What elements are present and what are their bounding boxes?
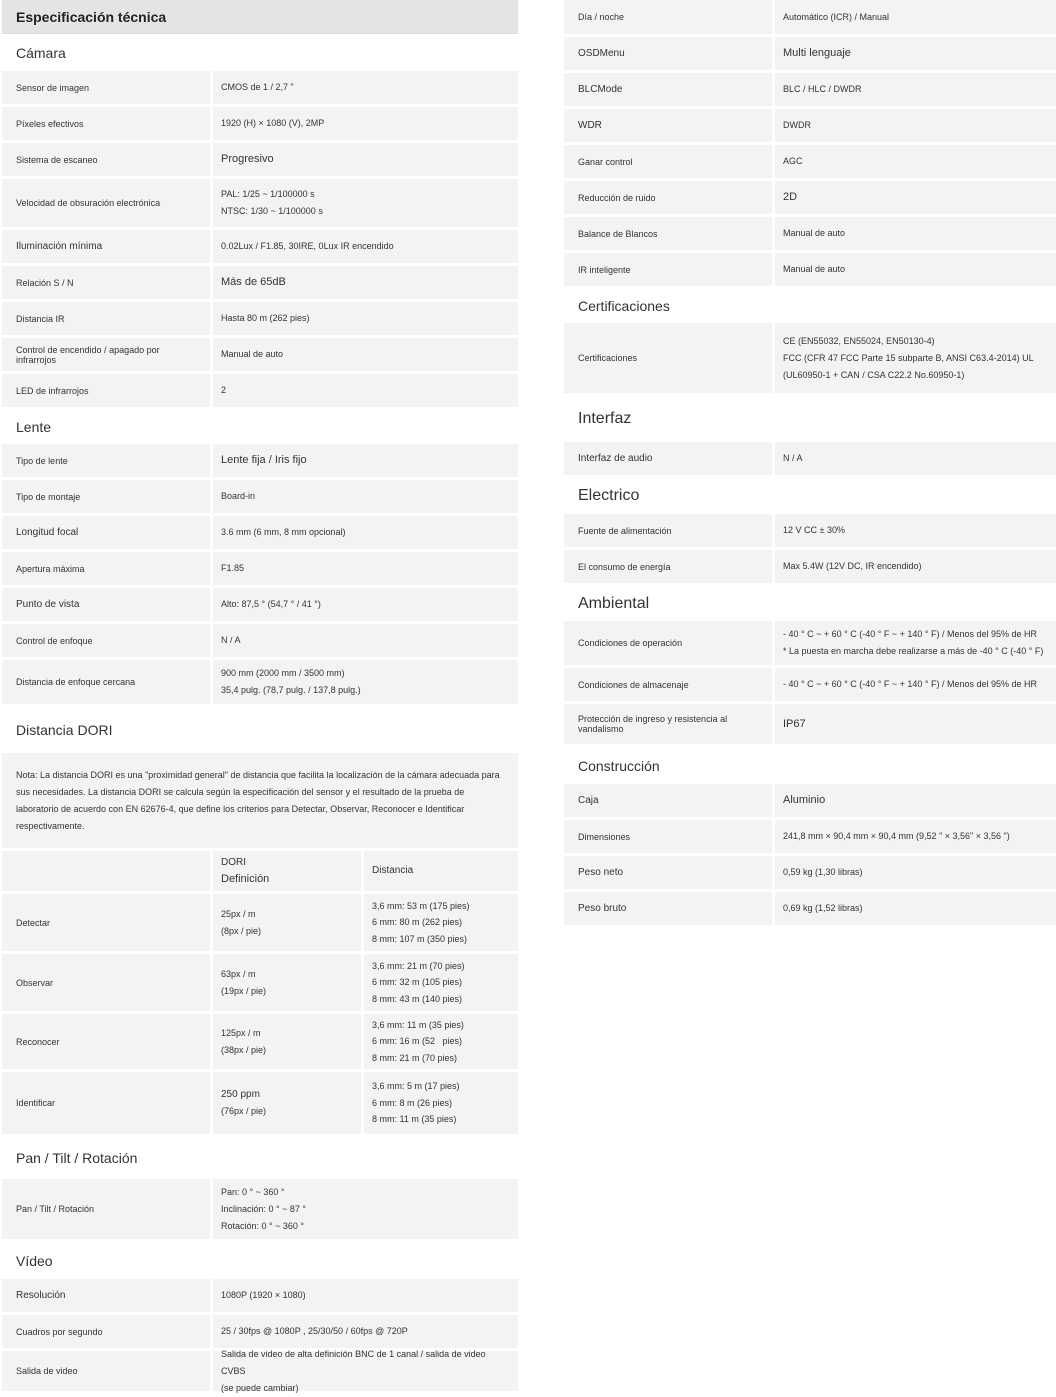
spec-value-line: Más de 65dB [221, 276, 286, 288]
spec-row-distancia-ir [2, 302, 518, 335]
spec-value-line: CMOS de 1 / 2,7 " [221, 82, 294, 92]
spec-row-distancia-de-enfoque-cercana [2, 660, 518, 704]
spec-value-line: 0,59 kg (1,30 libras) [783, 867, 863, 877]
spec-row-ganar-control [564, 145, 1056, 178]
spec-label: OSDMenu [564, 37, 772, 70]
spec-row-control-de-encendido-apagado-por-infrarrojos [2, 338, 518, 371]
spec-label: Control de encendido / apagado por infrarrojos [2, 338, 210, 371]
spec-value-line: FCC (CFR 47 FCC Parte 15 subparte B, ANSI C63.4-2014) UL [783, 352, 1034, 363]
dori-header-dori: DORI [221, 857, 246, 868]
dori-definition-line: 63px / m [221, 968, 256, 979]
spec-value-line: Manual de auto [783, 228, 846, 238]
spec-value [213, 1179, 518, 1239]
dori-distance-line: 8 mm: 107 m (350 pies) [372, 933, 468, 944]
ambiental-table [564, 621, 1056, 744]
spec-label: Apertura máxima [2, 552, 210, 585]
spec-label: Longitud focal [2, 516, 210, 549]
spec-value [213, 552, 518, 585]
dori-definition [213, 1014, 361, 1069]
spec-row-ir-inteligente [564, 253, 1056, 286]
spec-value-line: - 40 ° C ~ + 60 ° C (-40 ° F ~ + 140 ° F) / Menos del 95% de HR [783, 629, 1038, 639]
spec-value [775, 73, 1056, 106]
spec-value [775, 217, 1056, 250]
spec-row-fuente-de-alimentacion [564, 514, 1056, 547]
dori-level: Reconocer [2, 1014, 210, 1069]
spec-row-wdr [564, 109, 1056, 142]
spec-value-line: (UL60950-1 + CAN / CSA C22.2 No.60950-1) [783, 369, 965, 380]
dori-distance [364, 1014, 518, 1069]
dori-definition [213, 954, 361, 1011]
spec-value-line: AGC [783, 156, 803, 166]
spec-label: Ganar control [564, 145, 772, 178]
spec-label: Certificaciones [564, 323, 772, 393]
spec-value-line: Manual de auto [221, 349, 284, 359]
spec-row-balance-de-blancos [564, 217, 1056, 250]
spec-row-reduccion-de-ruido [564, 181, 1056, 214]
spec-value-line: F1.85 [221, 563, 245, 573]
spec-row-dimensiones [564, 820, 1056, 853]
spec-value-line: 3.6 mm (6 mm, 8 mm opcional) [221, 527, 346, 537]
spec-value [775, 668, 1056, 701]
spec-row-dia-noche [564, 0, 1056, 34]
spec-value-line: Pan: 0 ° ~ 360 ° [221, 1186, 285, 1197]
section-ambiental: Ambiental [578, 594, 650, 612]
spec-row-osdmenu [564, 37, 1056, 70]
spec-value [775, 145, 1056, 178]
spec-label: Tipo de montaje [2, 480, 210, 513]
spec-row-proteccion-de-ingreso-y-resistencia-al-vandalismo [564, 704, 1056, 744]
spec-row-certificaciones [564, 323, 1056, 393]
dori-distance [364, 1072, 518, 1134]
spec-label: Tipo de lente [2, 444, 210, 477]
interfaz-table [564, 442, 1056, 475]
spec-label: Fuente de alimentación [564, 514, 772, 547]
dori-header-distance: Distancia [364, 851, 518, 891]
spec-row-peso-neto [564, 856, 1056, 889]
spec-value [213, 107, 518, 140]
spec-label: Peso neto [564, 856, 772, 889]
dori-level: Observar [2, 954, 210, 1011]
spec-value-line: N / A [783, 453, 803, 463]
dori-row-detectar [2, 894, 518, 951]
spec-value-line: 1920 (H) × 1080 (V), 2MP [221, 118, 325, 128]
page-title: Especificación técnica [2, 0, 518, 34]
spec-value-line: * La puesta en marcha debe realizarse a más de -40 ° C (-40 ° F) [783, 646, 1044, 656]
dori-distance [364, 894, 518, 951]
spec-label: BLCMode [564, 73, 772, 106]
spec-value-line: Multi lenguaje [783, 47, 851, 59]
dori-definition-line: (19px / pie) [221, 985, 267, 996]
spec-row-sensor-de-imagen [2, 71, 518, 104]
electrico-table [564, 514, 1056, 583]
dori-row-identificar [2, 1072, 518, 1134]
dori-distance-line: 6 mm: 16 m (52 pies) [372, 1036, 463, 1047]
spec-row-longitud-focal [2, 516, 518, 549]
section-interfaz: Interfaz [578, 410, 632, 427]
dori-distance-line: 3,6 mm: 11 m (35 pies) [372, 1019, 464, 1030]
spec-row-blcmode [564, 73, 1056, 106]
lente-table [2, 444, 518, 704]
spec-label: Balance de Blancos [564, 217, 772, 250]
pan-table [2, 1179, 518, 1239]
spec-value [775, 621, 1056, 665]
spec-row-pixeles-efectivos [2, 107, 518, 140]
dori-distance-line: 6 mm: 8 m (26 pies) [372, 1097, 453, 1108]
spec-value-line: Rotación: 0 ° ~ 360 ° [221, 1220, 304, 1231]
spec-value [213, 302, 518, 335]
spec-label: Condiciones de almacenaje [564, 668, 772, 701]
spec-row-salida-de-video [2, 1348, 518, 1393]
spec-label: Sensor de imagen [2, 71, 210, 104]
spec-label: WDR [564, 109, 772, 142]
spec-value [775, 442, 1056, 475]
spec-value-line: Manual de auto [783, 264, 846, 274]
spec-value-line: Salida de video de alta definición BNC de 1 canal / salida de video CVBS [221, 1348, 486, 1376]
spec-value-line: DWDR [783, 120, 811, 130]
spec-label: Sistema de escaneo [2, 143, 210, 176]
dori-definition-line: (8px / pie) [221, 925, 262, 936]
spec-value [775, 784, 1056, 817]
dori-distance-line: 6 mm: 80 m (262 pies) [372, 917, 463, 928]
spec-row-interfaz-de-audio [564, 442, 1056, 475]
spec-value [775, 0, 1056, 34]
spec-value-line: (se puede cambiar) [221, 1382, 299, 1393]
dori-header-def: Definición [221, 873, 270, 885]
section-camara: Cámara [16, 44, 66, 61]
dori-level: Identificar [2, 1072, 210, 1134]
spec-value [213, 1348, 518, 1393]
spec-value [775, 550, 1056, 583]
spec-row-peso-bruto [564, 892, 1056, 925]
spec-row-condiciones-de-operacion [564, 621, 1056, 665]
dori-header-row [2, 851, 518, 891]
dori-distance-line: 3,6 mm: 53 m (175 pies) [372, 900, 470, 911]
spec-label: Condiciones de operación [564, 621, 772, 665]
spec-value [775, 892, 1056, 925]
dori-definition [213, 1072, 361, 1134]
spec-value [775, 514, 1056, 547]
spec-value-line: 35,4 pulg. (78,7 pulg. / 137,8 pulg.) [221, 685, 361, 695]
spec-value-line: NTSC: 1/30 ~ 1/100000 s [221, 206, 323, 216]
spec-row-condiciones-de-almacenaje [564, 668, 1056, 701]
section-lente: Lente [16, 419, 52, 435]
spec-row-led-de-infrarrojos [2, 374, 518, 407]
spec-label: Control de enfoque [2, 624, 210, 657]
spec-row-relacion-s-n [2, 266, 518, 299]
spec-row-cuadros-por-segundo [2, 1315, 518, 1348]
spec-value-line: 2 [221, 385, 227, 395]
spec-value-line: 12 V CC ± 30% [783, 525, 845, 535]
spec-label: Protección de ingreso y resistencia al vandalismo [564, 704, 772, 744]
dori-header-blank [2, 851, 210, 891]
camara-continued-table [564, 0, 1056, 286]
section-video: Vídeo [16, 1252, 53, 1269]
spec-row-iluminacion-minima [2, 230, 518, 263]
spec-value [213, 230, 518, 263]
spec-value-line: N / A [221, 635, 241, 645]
spec-value [775, 253, 1056, 286]
spec-label: Día / noche [564, 0, 772, 34]
spec-value-line: 241,8 mm × 90,4 mm × 90,4 mm (9,52 " × 3,56" × 3,56 ") [783, 831, 1010, 841]
spec-label: Interfaz de audio [564, 442, 772, 475]
spec-value [213, 266, 518, 299]
spec-value [775, 820, 1056, 853]
spec-label: Peso bruto [564, 892, 772, 925]
dori-definition-line: 25px / m [221, 908, 256, 919]
dori-row-observar [2, 954, 518, 1011]
spec-value-line: Max 5.4W (12V DC, IR encendido) [783, 561, 922, 571]
spec-label: Distancia IR [2, 302, 210, 335]
spec-value [213, 444, 518, 477]
spec-value-line: Progresivo [221, 153, 274, 165]
spec-row-tipo-de-lente [2, 444, 518, 477]
spec-value [775, 323, 1056, 393]
camara-table [2, 71, 518, 407]
spec-value [213, 516, 518, 549]
spec-value-line: IP67 [783, 717, 806, 730]
dori-definition-line: 125px / m [221, 1027, 261, 1038]
video-table [2, 1279, 518, 1391]
spec-value-line: BLC / HLC / DWDR [783, 84, 862, 94]
section-dori: Distancia DORI [16, 722, 113, 738]
spec-value-line: 0,69 kg (1,52 libras) [783, 903, 863, 913]
spec-label: IR inteligente [564, 253, 772, 286]
spec-value [213, 338, 518, 371]
spec-value [213, 588, 518, 621]
spec-row-tipo-de-montaje [2, 480, 518, 513]
spec-value [213, 1279, 518, 1312]
spec-label: Punto de vista [2, 588, 210, 621]
spec-row-caja [564, 784, 1056, 817]
section-pan: Pan / Tilt / Rotación [16, 1150, 138, 1166]
spec-value-line: 900 mm (2000 mm / 3500 mm) [221, 668, 345, 678]
spec-row-el-consumo-de-energia [564, 550, 1056, 583]
spec-value [775, 37, 1056, 70]
spec-row-velocidad-de-obsuracion-electronica [2, 179, 518, 227]
spec-label: Salida de video [2, 1351, 210, 1391]
dori-table [2, 894, 518, 1134]
certificaciones-table [564, 323, 1056, 393]
spec-value-line: Board-in [221, 491, 256, 501]
spec-value-line: CE (EN55032, EN55024, EN50130-4) [783, 335, 935, 346]
spec-value [213, 71, 518, 104]
spec-value-line: PAL: 1/25 ~ 1/100000 s [221, 189, 315, 199]
spec-label: Cuadros por segundo [2, 1315, 210, 1348]
spec-value-line: Alto: 87,5 ° (54,7 ° / 41 °) [221, 599, 321, 609]
spec-row-resolucion [2, 1279, 518, 1312]
spec-label: Resolución [2, 1279, 210, 1312]
section-certificaciones: Certificaciones [578, 298, 670, 314]
left-column [2, 0, 518, 1394]
dori-definition-line: (76px / pie) [221, 1106, 267, 1116]
spec-label: Pan / Tilt / Rotación [2, 1179, 210, 1239]
spec-value-line: 2D [783, 191, 798, 203]
dori-definition-line: 250 ppm [221, 1089, 260, 1100]
spec-value-line: Automático (ICR) / Manual [783, 11, 890, 22]
spec-row-pan-tilt-rotacion [2, 1179, 518, 1239]
spec-value [775, 109, 1056, 142]
dori-row-reconocer [2, 1014, 518, 1069]
spec-label: Iluminación mínima [2, 230, 210, 263]
dori-distance-line: 8 mm: 43 m (140 pies) [372, 993, 463, 1004]
spec-value-line: Inclinación: 0 ° ~ 87 ° [221, 1203, 306, 1214]
dori-distance-line: 8 mm: 11 m (35 pies) [372, 1114, 457, 1125]
dori-distance [364, 954, 518, 1011]
spec-value-line: 1080P (1920 × 1080) [221, 1290, 306, 1300]
dori-distance-line: 8 mm: 21 m (70 pies) [372, 1052, 458, 1063]
spec-value [775, 181, 1056, 214]
spec-label: Velocidad de obsuración electrónica [2, 179, 210, 227]
spec-label: Relación S / N [2, 266, 210, 299]
spec-value-line: 25 / 30fps @ 1080P , 25/30/50 / 60fps @ 720P [221, 1326, 408, 1336]
dori-distance-line: 6 mm: 32 m (105 pies) [372, 977, 463, 988]
spec-row-punto-de-vista [2, 588, 518, 621]
dori-level: Detectar [2, 894, 210, 951]
spec-value [213, 480, 518, 513]
spec-label: LED de infrarrojos [2, 374, 210, 407]
spec-value-line: Lente fija / Iris fijo [221, 454, 307, 466]
dori-note: Nota: La distancia DORI es una "proximidad general" de distancia que facilita la localización de la cámara adecuada para sus necesidades. La distancia DORI se calcula según la especificación del sensor y el resultado de la prueba de laboratorio de acuerdo con EN 62676-4, que define los criterios para Detectar, Observar, Reconocer e Identificar respectivamente. [2, 753, 518, 848]
spec-value [213, 1315, 518, 1348]
spec-label: Distancia de enfoque cercana [2, 660, 210, 704]
dori-distance-line: 3,6 mm: 5 m (17 pies) [372, 1081, 460, 1092]
spec-value [775, 704, 1056, 744]
spec-value [213, 179, 518, 227]
spec-value [213, 660, 518, 704]
dori-definition [213, 894, 361, 951]
spec-row-sistema-de-escaneo [2, 143, 518, 176]
spec-row-apertura-maxima [2, 552, 518, 585]
spec-label: El consumo de energía [564, 550, 772, 583]
spec-value-line: Hasta 80 m (262 pies) [221, 313, 310, 323]
section-electrico: Electrico [578, 487, 640, 504]
section-construccion: Construcción [578, 757, 660, 774]
construccion-table [564, 784, 1056, 925]
spec-label: Dimensiones [564, 820, 772, 853]
spec-label: Píxeles efectivos [2, 107, 210, 140]
right-column [564, 0, 1056, 928]
dori-distance-line: 3,6 mm: 21 m (70 pies) [372, 960, 465, 971]
spec-value [213, 143, 518, 176]
spec-value-line: - 40 ° C ~ + 60 ° C (-40 ° F ~ + 140 ° F) / Menos del 95% de HR [783, 679, 1038, 689]
spec-value-line: 0.02Lux / F1.85, 30IRE, 0Lux IR encendido [221, 241, 394, 251]
spec-label: Reducción de ruido [564, 181, 772, 214]
dori-header-definition [213, 851, 361, 891]
spec-value [213, 624, 518, 657]
spec-value-line: Aluminio [783, 794, 826, 806]
dori-definition-line: (38px / pie) [221, 1044, 267, 1055]
spec-value [213, 374, 518, 407]
spec-value [775, 856, 1056, 889]
spec-label: Caja [564, 784, 772, 817]
spec-row-control-de-enfoque [2, 624, 518, 657]
